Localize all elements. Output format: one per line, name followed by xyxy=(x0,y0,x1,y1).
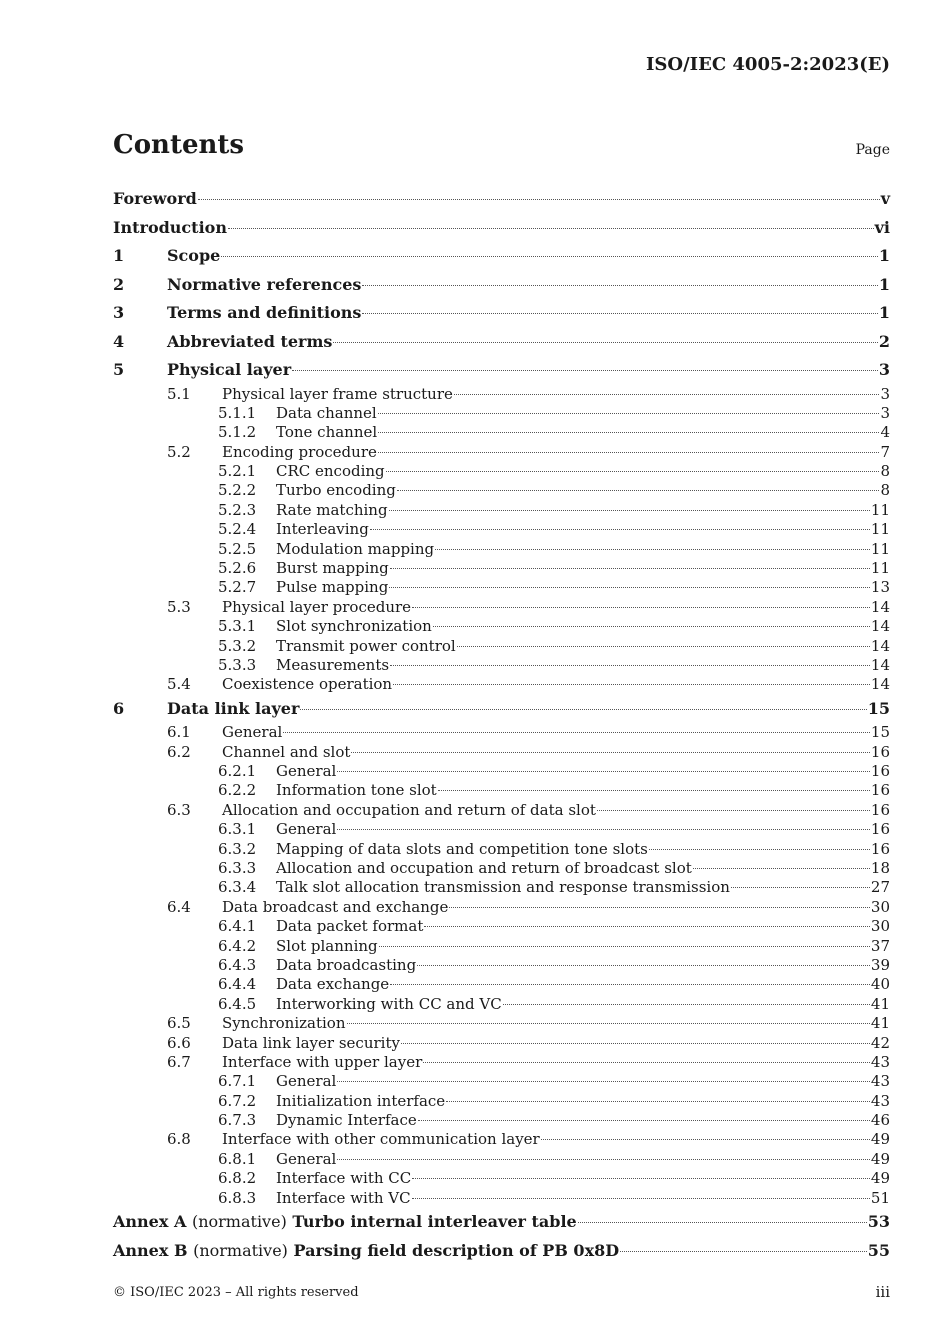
toc-page: 3 xyxy=(878,360,890,379)
toc-title: Physical layer procedure xyxy=(222,597,412,616)
toc-title: CRC encoding xyxy=(276,462,385,481)
toc-number: 6.3.3 xyxy=(218,858,257,877)
toc-number: 6 xyxy=(113,698,125,718)
leader-dots xyxy=(362,313,877,314)
leader-dots xyxy=(433,626,870,627)
toc-entry-5-1-1[interactable] xyxy=(113,404,890,423)
toc-entry-3[interactable] xyxy=(113,299,890,328)
toc-title: Turbo internal interleaver table xyxy=(292,1212,577,1232)
annex-label: Annex B xyxy=(113,1240,188,1260)
toc-title: Slot planning xyxy=(276,936,378,955)
toc-entry-6-3-2[interactable] xyxy=(113,840,890,859)
toc-page: 15 xyxy=(867,698,890,718)
toc-title: Slot synchronization xyxy=(276,617,432,636)
toc-entry-5-2-1[interactable] xyxy=(113,462,890,481)
leader-dots xyxy=(389,587,870,588)
annex-label: Annex A xyxy=(113,1212,187,1232)
toc-number: 6.7.1 xyxy=(218,1072,257,1091)
toc-page: 46 xyxy=(870,1111,890,1130)
toc-page: 41 xyxy=(870,994,890,1013)
leader-dots xyxy=(337,1081,870,1082)
toc-page: 16 xyxy=(870,800,890,819)
toc-title: Transmit power control xyxy=(276,636,456,655)
toc-title: Data link layer security xyxy=(222,1033,400,1052)
toc-entry-5-4[interactable] xyxy=(113,675,890,694)
toc-title: General xyxy=(276,762,337,781)
toc-title: General xyxy=(276,1149,337,1168)
toc-number: 6.4.5 xyxy=(218,994,257,1013)
toc-number: 6.2.2 xyxy=(218,781,257,800)
toc-title: Dynamic Interface xyxy=(276,1111,417,1130)
leader-dots xyxy=(378,452,880,453)
annex-type: (normative) xyxy=(193,1240,288,1260)
toc-title: Physical layer frame structure xyxy=(222,384,453,403)
toc-entry-introduction[interactable] xyxy=(113,214,890,243)
leader-dots xyxy=(578,1222,867,1223)
document-id: ISO/IEC 4005-2:2023(E) xyxy=(646,54,890,75)
contents-title: Contents xyxy=(113,130,245,160)
toc-page: 16 xyxy=(870,839,890,858)
toc-entry-6-4[interactable] xyxy=(113,898,890,917)
toc-page: 53 xyxy=(867,1212,890,1232)
leader-dots xyxy=(620,1251,867,1252)
toc-entry-6-8-3[interactable] xyxy=(113,1189,890,1208)
leader-dots xyxy=(362,285,877,286)
toc-entry-1[interactable] xyxy=(113,242,890,271)
toc-number: 6.8 xyxy=(167,1130,191,1149)
toc-entry-annex-b[interactable] xyxy=(113,1237,890,1266)
toc-number: 2 xyxy=(113,274,125,294)
toc-page: 3 xyxy=(880,384,890,403)
leader-dots xyxy=(337,1159,870,1160)
toc-entry-5-1[interactable] xyxy=(113,385,890,404)
toc-number: 6.7 xyxy=(167,1052,191,1071)
toc-entry-5-2-3[interactable] xyxy=(113,501,890,520)
toc-number: 6.4 xyxy=(167,897,191,916)
toc-page: 49 xyxy=(870,1149,890,1168)
leader-dots xyxy=(693,868,870,869)
toc-number: 6.2.1 xyxy=(218,762,257,781)
leader-dots xyxy=(412,1178,870,1179)
toc-page: vi xyxy=(874,217,890,237)
toc-title: Encoding procedure xyxy=(222,442,377,461)
toc-entry-6-8-1[interactable] xyxy=(113,1150,890,1169)
toc-number: 6.2 xyxy=(167,742,191,761)
leader-dots xyxy=(401,1043,870,1044)
toc-page: 30 xyxy=(870,897,890,916)
leader-dots xyxy=(337,771,870,772)
toc-title: Tone channel xyxy=(276,423,378,442)
toc-number: 6.3.4 xyxy=(218,878,257,897)
toc-entry-6-8[interactable] xyxy=(113,1130,890,1149)
toc-entry-6-3[interactable] xyxy=(113,801,890,820)
toc-entry-6-7-1[interactable] xyxy=(113,1072,890,1091)
page-column-label: Page xyxy=(855,142,890,158)
toc-title: Abbreviated terms xyxy=(167,331,333,351)
toc-title: Synchronization xyxy=(222,1014,346,1033)
toc-number: 5.2.3 xyxy=(218,500,257,519)
toc-page: 14 xyxy=(870,636,890,655)
leader-dots xyxy=(503,1004,870,1005)
toc-number: 5.2.7 xyxy=(218,578,257,597)
toc-page: 8 xyxy=(880,462,890,481)
toc-page: 14 xyxy=(870,655,890,674)
toc-page: 49 xyxy=(870,1130,890,1149)
toc-entry-6-2-2[interactable] xyxy=(113,781,890,800)
table-of-contents xyxy=(113,185,890,1265)
leader-dots xyxy=(731,887,870,888)
leader-dots xyxy=(649,849,870,850)
toc-entry-6-6[interactable] xyxy=(113,1034,890,1053)
toc-title: Data packet format xyxy=(276,917,424,936)
toc-page: 18 xyxy=(870,858,890,877)
toc-page: 1 xyxy=(878,246,890,265)
toc-page: 40 xyxy=(870,975,890,994)
leader-dots xyxy=(221,256,878,257)
toc-title: Data broadcast and exchange xyxy=(222,897,449,916)
toc-title: Interface with CC xyxy=(276,1169,412,1188)
toc-number: 6.7.2 xyxy=(218,1091,257,1110)
toc-page: 55 xyxy=(867,1240,890,1260)
toc-title: General xyxy=(276,1072,337,1091)
toc-title: Foreword xyxy=(113,189,197,208)
toc-title: Turbo encoding xyxy=(276,481,396,500)
toc-number: 5.2.1 xyxy=(218,462,257,481)
toc-page: 11 xyxy=(870,500,890,519)
toc-number: 6.5 xyxy=(167,1014,191,1033)
toc-title: Data link layer xyxy=(167,698,300,718)
toc-title: Pulse mapping xyxy=(276,578,389,597)
toc-number: 5.2.2 xyxy=(218,481,257,500)
toc-title: General xyxy=(276,820,337,839)
toc-title: Allocation and occupation and return of data slot xyxy=(222,800,596,819)
toc-page: 4 xyxy=(880,423,890,442)
toc-page: v xyxy=(880,189,890,208)
toc-page: 43 xyxy=(870,1072,890,1091)
toc-entry-6-3-3[interactable] xyxy=(113,859,890,878)
toc-entry-5-3[interactable] xyxy=(113,598,890,617)
toc-title: Initialization interface xyxy=(276,1091,446,1110)
leader-dots xyxy=(424,926,870,927)
toc-title: Interface with other communication layer xyxy=(222,1130,540,1149)
toc-page: 51 xyxy=(870,1188,890,1207)
toc-page: 14 xyxy=(870,617,890,636)
toc-number: 5.1 xyxy=(167,384,191,403)
toc-page: 13 xyxy=(870,578,890,597)
toc-page: 1 xyxy=(878,274,890,294)
toc-number: 5.2.5 xyxy=(218,539,257,558)
toc-title: Interface with VC xyxy=(276,1188,411,1207)
toc-entry-5-2-4[interactable] xyxy=(113,520,890,539)
toc-number: 6.6 xyxy=(167,1033,191,1052)
toc-title: Scope xyxy=(167,246,221,265)
leader-dots xyxy=(198,199,880,200)
toc-entry-6[interactable] xyxy=(113,695,890,724)
toc-number: 6.7.3 xyxy=(218,1111,257,1130)
toc-number: 5.2 xyxy=(167,442,191,461)
toc-page: 49 xyxy=(870,1169,890,1188)
toc-page: 11 xyxy=(870,559,890,578)
leader-dots xyxy=(423,1062,870,1063)
leader-dots xyxy=(412,607,870,608)
leader-dots xyxy=(389,510,870,511)
toc-entry-6-3-4[interactable] xyxy=(113,878,890,897)
toc-entry-6-5[interactable] xyxy=(113,1014,890,1033)
toc-page: 11 xyxy=(870,539,890,558)
toc-entry-6-8-2[interactable] xyxy=(113,1169,890,1188)
toc-page: 14 xyxy=(870,597,890,616)
leader-dots xyxy=(390,568,870,569)
annex-type: (normative) xyxy=(191,1212,287,1232)
toc-title: Coexistence operation xyxy=(222,675,393,694)
footer-page-number: iii xyxy=(875,1283,890,1301)
toc-entry-2[interactable] xyxy=(113,271,890,300)
toc-title: Parsing field description of PB 0x8D xyxy=(293,1240,620,1260)
toc-entry-5-3-2[interactable] xyxy=(113,637,890,656)
leader-dots xyxy=(438,790,870,791)
toc-number: 5.2.6 xyxy=(218,559,257,578)
leader-dots xyxy=(283,732,870,733)
toc-number: 6.4.2 xyxy=(218,936,257,955)
toc-entry-6-7-3[interactable] xyxy=(113,1111,890,1130)
leader-dots xyxy=(435,549,870,550)
toc-entry-5-2-6[interactable] xyxy=(113,559,890,578)
toc-number: 6.3.1 xyxy=(218,820,257,839)
toc-title: Information tone slot xyxy=(276,781,437,800)
toc-entry-6-3-1[interactable] xyxy=(113,820,890,839)
toc-entry-5[interactable] xyxy=(113,356,890,385)
toc-number: 5.1.2 xyxy=(218,423,257,442)
copyright-notice: © ISO/IEC 2023 – All rights reserved xyxy=(113,1285,359,1300)
toc-title: Normative references xyxy=(167,274,362,294)
toc-title: Data channel xyxy=(276,403,377,422)
leader-dots xyxy=(446,1101,870,1102)
toc-number: 6.4.4 xyxy=(218,975,257,994)
toc-page: 43 xyxy=(870,1091,890,1110)
leader-dots xyxy=(541,1139,870,1140)
leader-dots xyxy=(454,394,880,395)
toc-page: 11 xyxy=(870,520,890,539)
toc-entry-5-3-1[interactable] xyxy=(113,617,890,636)
toc-entry-6-1[interactable] xyxy=(113,723,890,742)
toc-title: Data exchange xyxy=(276,975,390,994)
toc-page: 8 xyxy=(880,481,890,500)
toc-page: 1 xyxy=(878,303,890,322)
toc-page: 41 xyxy=(870,1014,890,1033)
toc-title: Interleaving xyxy=(276,520,369,539)
leader-dots xyxy=(597,810,870,811)
toc-entry-annex-a[interactable] xyxy=(113,1208,890,1237)
leader-dots xyxy=(418,1120,870,1121)
toc-entry-6-4-1[interactable] xyxy=(113,917,890,936)
toc-entry-6-2[interactable] xyxy=(113,743,890,762)
toc-number: 5.1.1 xyxy=(218,403,257,422)
leader-dots xyxy=(378,432,879,433)
toc-title: Talk slot allocation transmission and response transmission xyxy=(276,878,730,897)
leader-dots xyxy=(393,684,870,685)
toc-page: 3 xyxy=(880,403,890,422)
toc-entry-6-4-5[interactable] xyxy=(113,995,890,1014)
toc-number: 6.8.2 xyxy=(218,1169,257,1188)
toc-number: 5 xyxy=(113,360,125,379)
leader-dots xyxy=(228,228,874,229)
leader-dots xyxy=(300,709,866,710)
toc-number: 6.3.2 xyxy=(218,839,257,858)
toc-number: 5.3 xyxy=(167,597,191,616)
toc-number: 6.4.1 xyxy=(218,917,257,936)
leader-dots xyxy=(457,646,870,647)
toc-page: 2 xyxy=(878,331,890,351)
toc-number: 4 xyxy=(113,331,125,351)
toc-entry-5-2-7[interactable] xyxy=(113,578,890,597)
toc-title: Data broadcasting xyxy=(276,955,417,974)
toc-title: Allocation and occupation and return of broadcast slot xyxy=(276,858,692,877)
toc-title: Physical layer xyxy=(167,360,292,379)
toc-number: 6.8.3 xyxy=(218,1188,257,1207)
leader-dots xyxy=(417,965,870,966)
toc-title: Interworking with CC and VC xyxy=(276,994,502,1013)
leader-dots xyxy=(333,342,877,343)
toc-entry-4[interactable] xyxy=(113,328,890,357)
toc-page: 42 xyxy=(870,1033,890,1052)
toc-number: 6.8.1 xyxy=(218,1149,257,1168)
leader-dots xyxy=(397,490,880,491)
toc-title: Channel and slot xyxy=(222,742,351,761)
toc-entry-6-2-1[interactable] xyxy=(113,762,890,781)
toc-entry-6-4-3[interactable] xyxy=(113,956,890,975)
toc-number: 6.4.3 xyxy=(218,955,257,974)
toc-number: 1 xyxy=(113,246,125,265)
toc-page: 14 xyxy=(870,675,890,694)
leader-dots xyxy=(390,665,870,666)
toc-number: 5.4 xyxy=(167,675,191,694)
leader-dots xyxy=(347,1023,870,1024)
leader-dots xyxy=(370,529,870,530)
toc-page: 7 xyxy=(880,442,890,461)
toc-title: General xyxy=(222,723,283,742)
leader-dots xyxy=(292,370,878,371)
toc-page: 43 xyxy=(870,1052,890,1071)
toc-number: 5.3.2 xyxy=(218,636,257,655)
toc-entry-6-7-2[interactable] xyxy=(113,1092,890,1111)
toc-number: 3 xyxy=(113,303,125,322)
toc-title: Modulation mapping xyxy=(276,539,435,558)
toc-entry-5-1-2[interactable] xyxy=(113,423,890,442)
toc-entry-5-3-3[interactable] xyxy=(113,656,890,675)
leader-dots xyxy=(412,1198,870,1199)
toc-title: Burst mapping xyxy=(276,559,389,578)
leader-dots xyxy=(378,413,880,414)
leader-dots xyxy=(337,829,870,830)
toc-page: 16 xyxy=(870,742,890,761)
toc-title: Interface with upper layer xyxy=(222,1052,423,1071)
toc-number: 6.3 xyxy=(167,800,191,819)
toc-entry-foreword[interactable] xyxy=(113,185,890,214)
toc-page: 39 xyxy=(870,955,890,974)
leader-dots xyxy=(379,946,870,947)
toc-page: 16 xyxy=(870,781,890,800)
toc-page: 16 xyxy=(870,762,890,781)
toc-number: 5.3.3 xyxy=(218,655,257,674)
toc-entry-6-7[interactable] xyxy=(113,1053,890,1072)
toc-page: 27 xyxy=(870,878,890,897)
toc-number: 5.2.4 xyxy=(218,520,257,539)
toc-entry-5-2[interactable] xyxy=(113,443,890,462)
leader-dots xyxy=(449,907,870,908)
leader-dots xyxy=(386,471,880,472)
toc-number: 6.1 xyxy=(167,723,191,742)
toc-page: 30 xyxy=(870,917,890,936)
toc-page: 16 xyxy=(870,820,890,839)
toc-page: 37 xyxy=(870,936,890,955)
toc-entry-6-4-2[interactable] xyxy=(113,937,890,956)
toc-title: Terms and definitions xyxy=(167,303,362,322)
toc-entry-5-2-2[interactable] xyxy=(113,481,890,500)
toc-number: 5.3.1 xyxy=(218,617,257,636)
toc-title: Rate matching xyxy=(276,500,388,519)
toc-title: Introduction xyxy=(113,217,227,237)
toc-entry-6-4-4[interactable] xyxy=(113,975,890,994)
toc-title: Measurements xyxy=(276,655,390,674)
leader-dots xyxy=(390,984,870,985)
toc-title: Mapping of data slots and competition tone slots xyxy=(276,839,648,858)
leader-dots xyxy=(351,752,870,753)
toc-page: 15 xyxy=(870,723,890,742)
toc-entry-5-2-5[interactable] xyxy=(113,540,890,559)
